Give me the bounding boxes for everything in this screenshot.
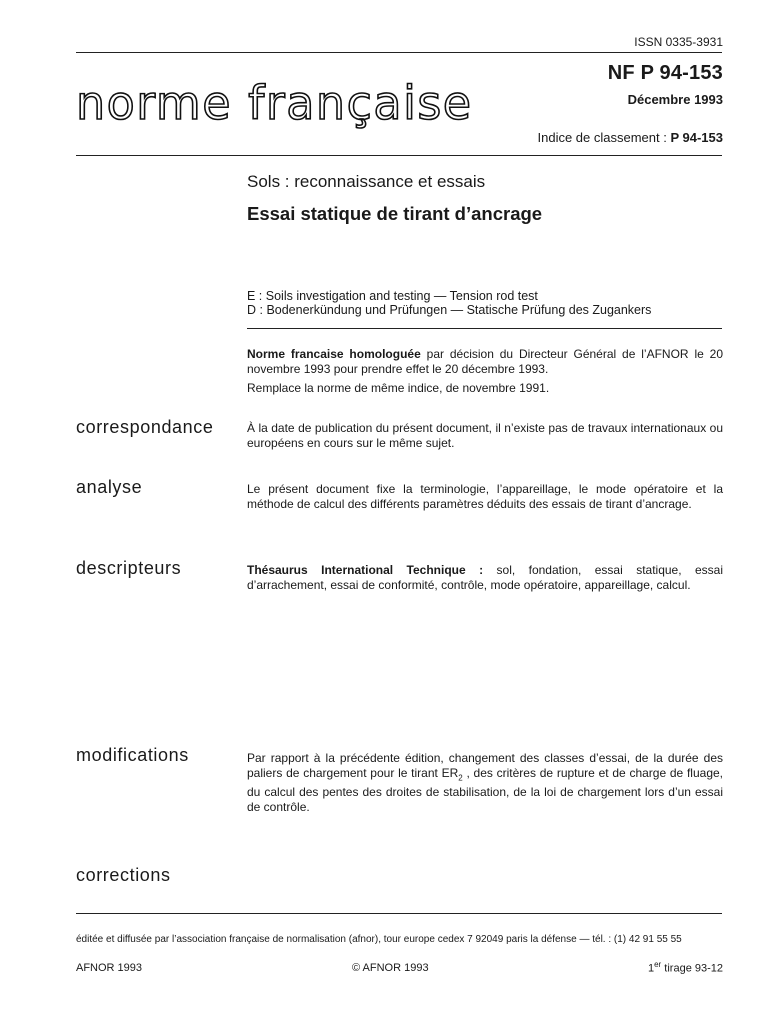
brand-logo-text: norme française [76,76,473,130]
print-run-text: tirage 93-12 [661,962,723,975]
homologation-bold: Norme francaise homologuée [247,347,421,361]
section-text-correspondance: À la date de publication du présent document, il n’existe pas de travaux internationaux ou européens en cours sur le même sujet. [247,421,723,450]
classification-label: Indice de classement : [537,130,671,145]
footer-print-run [648,960,723,975]
section-label-modifications: modifications [76,745,189,765]
section-label-correspondance: correspondance [76,417,214,437]
descripteurs-list: sol, fondation, essai statique, essai d’arrachement, essai de conformité, contrôle, mode opératoire, appareillage, calcul. [247,563,723,592]
section-text-modifications [247,751,723,815]
modifications-text-before: Par rapport à la précédente édition, changement des classes d’essai, de la durée des paliers de chargement pour le tirant ER [247,751,723,780]
issn: ISSN 0335-3931 [634,35,723,49]
translation-german: D : Bodenerkündung und Prüfungen — Statische Prüfung des Zugankers [247,303,652,317]
top-rule [76,52,722,53]
classification-index [538,130,724,145]
footer-copyright: © AFNOR 1993 [352,962,429,974]
translation-english: E : Soils investigation and testing — Tension rod test [247,289,538,303]
section-label-corrections: corrections [76,865,171,885]
homologation-text [247,347,723,377]
section-text-descripteurs [247,563,723,593]
standard-number: NF P 94-153 [607,62,723,84]
print-run-number: 1 [647,962,655,975]
descripteurs-thesaurus: Thésaurus International Technique : [247,563,484,577]
document-title: Essai statique de tirant d’ancrage [247,203,543,224]
standard-date: Décembre 1993 [627,92,723,107]
subject-heading: Sols : reconnaissance et essais [247,172,486,191]
section-text-analyse: Le présent document fixe la terminologie, l’appareillage, le mode opératoire et la méthode de calcul des différents paramètres déduits des essais de tirant d’ancrage. [247,482,723,511]
footer-rule [76,913,722,914]
homologation-rest: par décision du Directeur Général de l’AFNOR le 20 novembre 1993 pour prendre effet le 20 décembre 1993. [247,347,723,376]
header-rule [76,155,722,156]
translations-rule [247,328,722,329]
footer-left: AFNOR 1993 [76,962,143,974]
publisher-line: éditée et diffusée par l’association française de normalisation (afnor), tour europe cedex 7 92049 paris la défense — tél. : (1) 42 91 55 55 [76,934,682,945]
section-label-analyse: analyse [76,477,143,497]
modifications-text-after: , des critères de rupture et de charge de fluage, du calcul des pentes des droites de stabilisation, de la loi de chargement lors d’un essai de contrôle. [247,766,724,815]
modifications-subscript: 2 [458,773,463,783]
print-run-superscript: er [654,960,662,969]
classification-value: P 94-153 [670,130,723,145]
section-label-descripteurs: descripteurs [76,558,182,578]
replaces-text: Remplace la norme de même indice, de novembre 1991. [247,381,550,395]
